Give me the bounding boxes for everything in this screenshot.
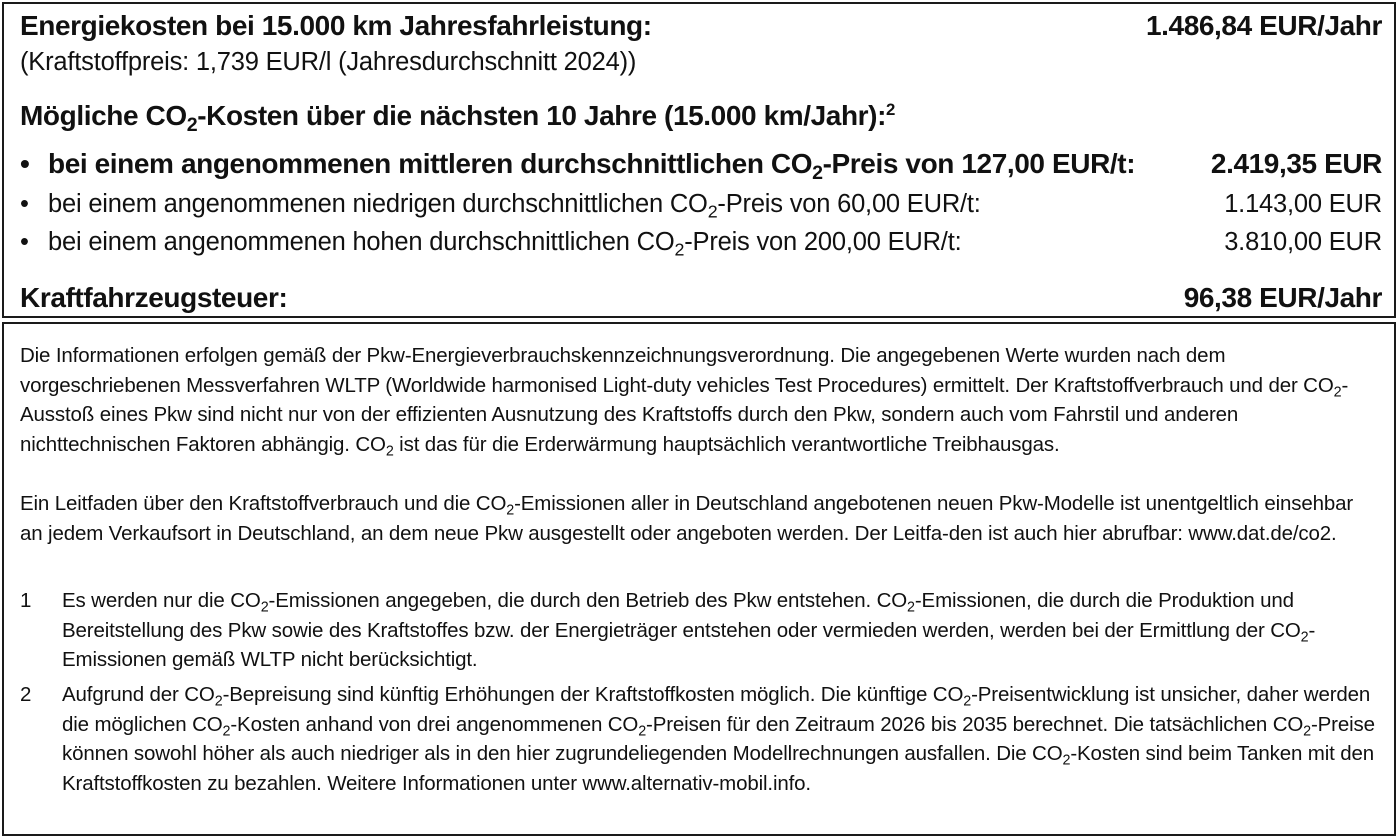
co2-cost-item-label: • bei einem angenommenen niedrigen durchschnittlichen $CO_2$-Preis von 60,00 EUR/t:: [20, 190, 981, 222]
co2-cost-item-value: 1.143,00 EUR: [1224, 190, 1382, 218]
vehicle-tax-label: Kraftfahrzeugsteuer:: [20, 282, 288, 313]
footnote-2: [20, 680, 1380, 798]
fuel-price-note-row: [20, 48, 1382, 77]
info-paragraph-1: Die Informationen erfolgen gemäß der Pkw-Energieverbrauchskennzeichnungsverordnung. Die angegebenen Werte wurden nach dem vorgeschriebenen Messverfahren WLTP (Worldwide harmonised Light-duty vehicles Test Procedures) ermittelt. Der Kraftstoffverbrauch und der $CO_2$-Ausstoß eines Pkw sind nicht nur von der effizienten Ausnutzung des Kraftstoffs durch den Pkw, sondern auch vom Fahrstil und anderen nichttechnischen Faktoren abhängig. $CO_2$ ist das für die Erderwärmung hauptsächlich verantwortliche Treibhausgas.: [20, 344, 1349, 460]
energy-cost-label: Energiekosten bei 15.000 km Jahresfahrleistung:: [20, 10, 652, 41]
co2-cost-item-high: [20, 228, 1382, 260]
footnote-number: 2: [20, 683, 32, 706]
info-paragraph-2: Ein Leitfaden über den Kraftstoffverbrauch und die $CO_2$-Emissionen aller in Deutschland angebotenen neuen Pkw-Modelle ist unentgeltlich einsehbar an jedem Verkaufsort in Deutschland, an dem neue Pkw ausgestellt oder angeboten werden. Der Leitfa-den ist auch hier abrufbar: www.dat.de/co2.: [20, 492, 1354, 545]
vehicle-tax-row: [20, 282, 1382, 314]
footnote-number: 1: [20, 589, 32, 612]
co2-cost-heading-row: [20, 99, 1382, 136]
co2-cost-item-value: 3.810,00 EUR: [1224, 228, 1382, 256]
legal-info-box: [2, 322, 1396, 836]
energy-cost-row: [20, 10, 1382, 42]
co2-cost-heading: Mögliche $CO_2$-Kosten über die nächsten 10 Jahre (15.000 km/Jahr):$^2$: [20, 99, 895, 136]
co2-cost-item-low: [20, 190, 1382, 222]
co2-cost-item-label: • bei einem angenommenen mittleren durchschnittlichen $CO_2$-Preis von 127,00 EUR/t:: [20, 148, 1136, 184]
fuel-price-note: (Kraftstoffpreis: 1,739 EUR/l (Jahresdurchschnitt 2024)): [20, 48, 637, 76]
energy-cost-value: 1.486,84 EUR/Jahr: [1145, 10, 1382, 41]
co2-cost-item-medium: [20, 148, 1382, 184]
vehicle-tax-value: 96,38 EUR/Jahr: [1183, 282, 1382, 313]
footnote-1: [20, 586, 1380, 675]
cost-summary-box: [2, 2, 1396, 318]
footnote-text: Es werden nur die $CO_2$-Emissionen angegeben, die durch den Betrieb des Pkw entstehen. $CO_2$-Emissionen, die durch die Produktion und Bereitstellung des Pkw sowie des Kraftstoffes bzw. der Energieträger entstehen oder vermieden werden, werden bei der Ermittlung der $CO_2$-Emissionen gemäß WLTP nicht berücksichtigt.: [62, 589, 1316, 672]
footnote-text: Aufgrund der $CO_2$-Bepreisung sind künftig Erhöhungen der Kraftstoffkosten möglich. Die künftige $CO_2$-Preisentwicklung ist unsicher, daher werden die möglichen $CO_2$-Kosten anhand von drei angenommenen $CO_2$-Preisen für den Zeitraum 2026 bis 2035 berechnet. Die tatsächlichen $CO_2$-Preise können sowohl höher als auch niedriger als in den hier zugrundeliegenden Modellrechnungen ausfallen. Die $CO_2$-Kosten sind beim Tanken mit den Kraftstoffkosten zu bezahlen. Weitere Informationen unter www.alternativ-mobil.info.: [62, 683, 1375, 795]
co2-cost-item-value: 2.419,35 EUR: [1210, 148, 1382, 179]
co2-cost-item-label: • bei einem angenommenen hohen durchschnittlichen $CO_2$-Preis von 200,00 EUR/t:: [20, 228, 962, 260]
